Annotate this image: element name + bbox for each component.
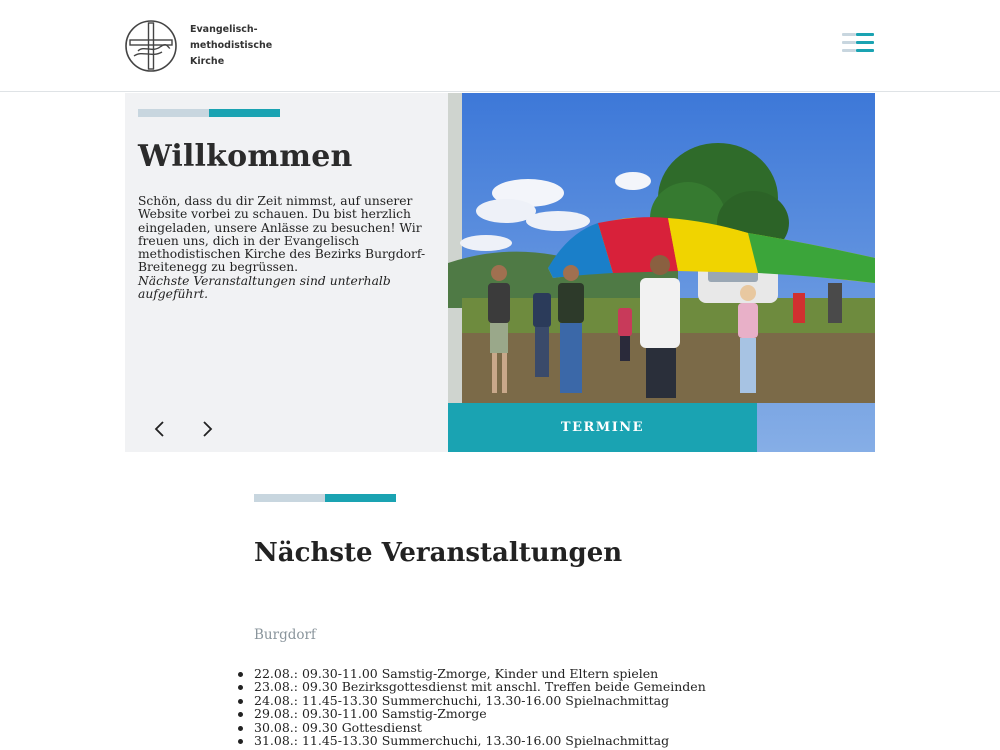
logo-wordmark <box>190 22 272 70</box>
slider-prev-button[interactable] <box>150 419 170 439</box>
site-header <box>0 0 1000 92</box>
list-item: 30.08.: 09.30 Gottesdienst <box>254 721 874 734</box>
parachute-game-photo <box>448 93 875 452</box>
hamburger-menu-icon[interactable] <box>838 33 878 57</box>
logo-line-1: Evangelisch- <box>190 24 258 35</box>
list-item: 23.08.: 09.30 Bezirksgottesdienst mit anschl. Treffen beide Gemeinden <box>254 680 874 693</box>
slider-next-button[interactable] <box>197 419 217 439</box>
hero-description <box>138 195 438 301</box>
list-item: 31.08.: 11.45-13.30 Summerchuchi, 13.30-16.00 Spielnachmittag <box>254 734 874 747</box>
list-item: 22.08.: 09.30-11.00 Samstig-Zmorge, Kinder und Eltern spielen <box>254 667 874 680</box>
events-location-heading: Burgdorf <box>254 627 316 643</box>
hero-photo <box>448 93 875 452</box>
list-item: 29.08.: 09.30-11.00 Samstig-Zmorge <box>254 707 874 720</box>
termine-button[interactable]: TERMINE <box>448 403 757 452</box>
hero-title: Willkommen <box>138 139 353 174</box>
hero-description-text: Schön, dass du dir Zeit nimmst, auf unserer Website vorbei zu schauen. Du bist herzlich eingeladen, unsere Anlässe zu besuchen! Wir freuen uns, dich in der Evangelisch methodistischen Kirche des Bezirks Burgdorf-Breitenegg zu begrüssen. <box>138 194 426 275</box>
list-item: 24.08.: 11.45-13.30 Summerchuchi, 13.30-16.00 Spielnachmittag <box>254 694 874 707</box>
church-logo[interactable] <box>124 19 272 73</box>
logo-line-3: Kirche <box>190 56 225 67</box>
events-title: Nächste Veranstaltungen <box>254 538 623 568</box>
events-list <box>254 667 874 747</box>
hero-text-panel <box>125 93 448 452</box>
chevron-left-icon <box>150 419 170 439</box>
logo-line-2: methodistische <box>190 40 273 51</box>
hero-description-italic: Nächste Veranstaltungen sind unterhalb aufgeführt. <box>138 273 391 302</box>
hero-slider <box>125 93 875 452</box>
chevron-right-icon <box>197 419 217 439</box>
cross-flame-logo-icon <box>124 19 178 73</box>
